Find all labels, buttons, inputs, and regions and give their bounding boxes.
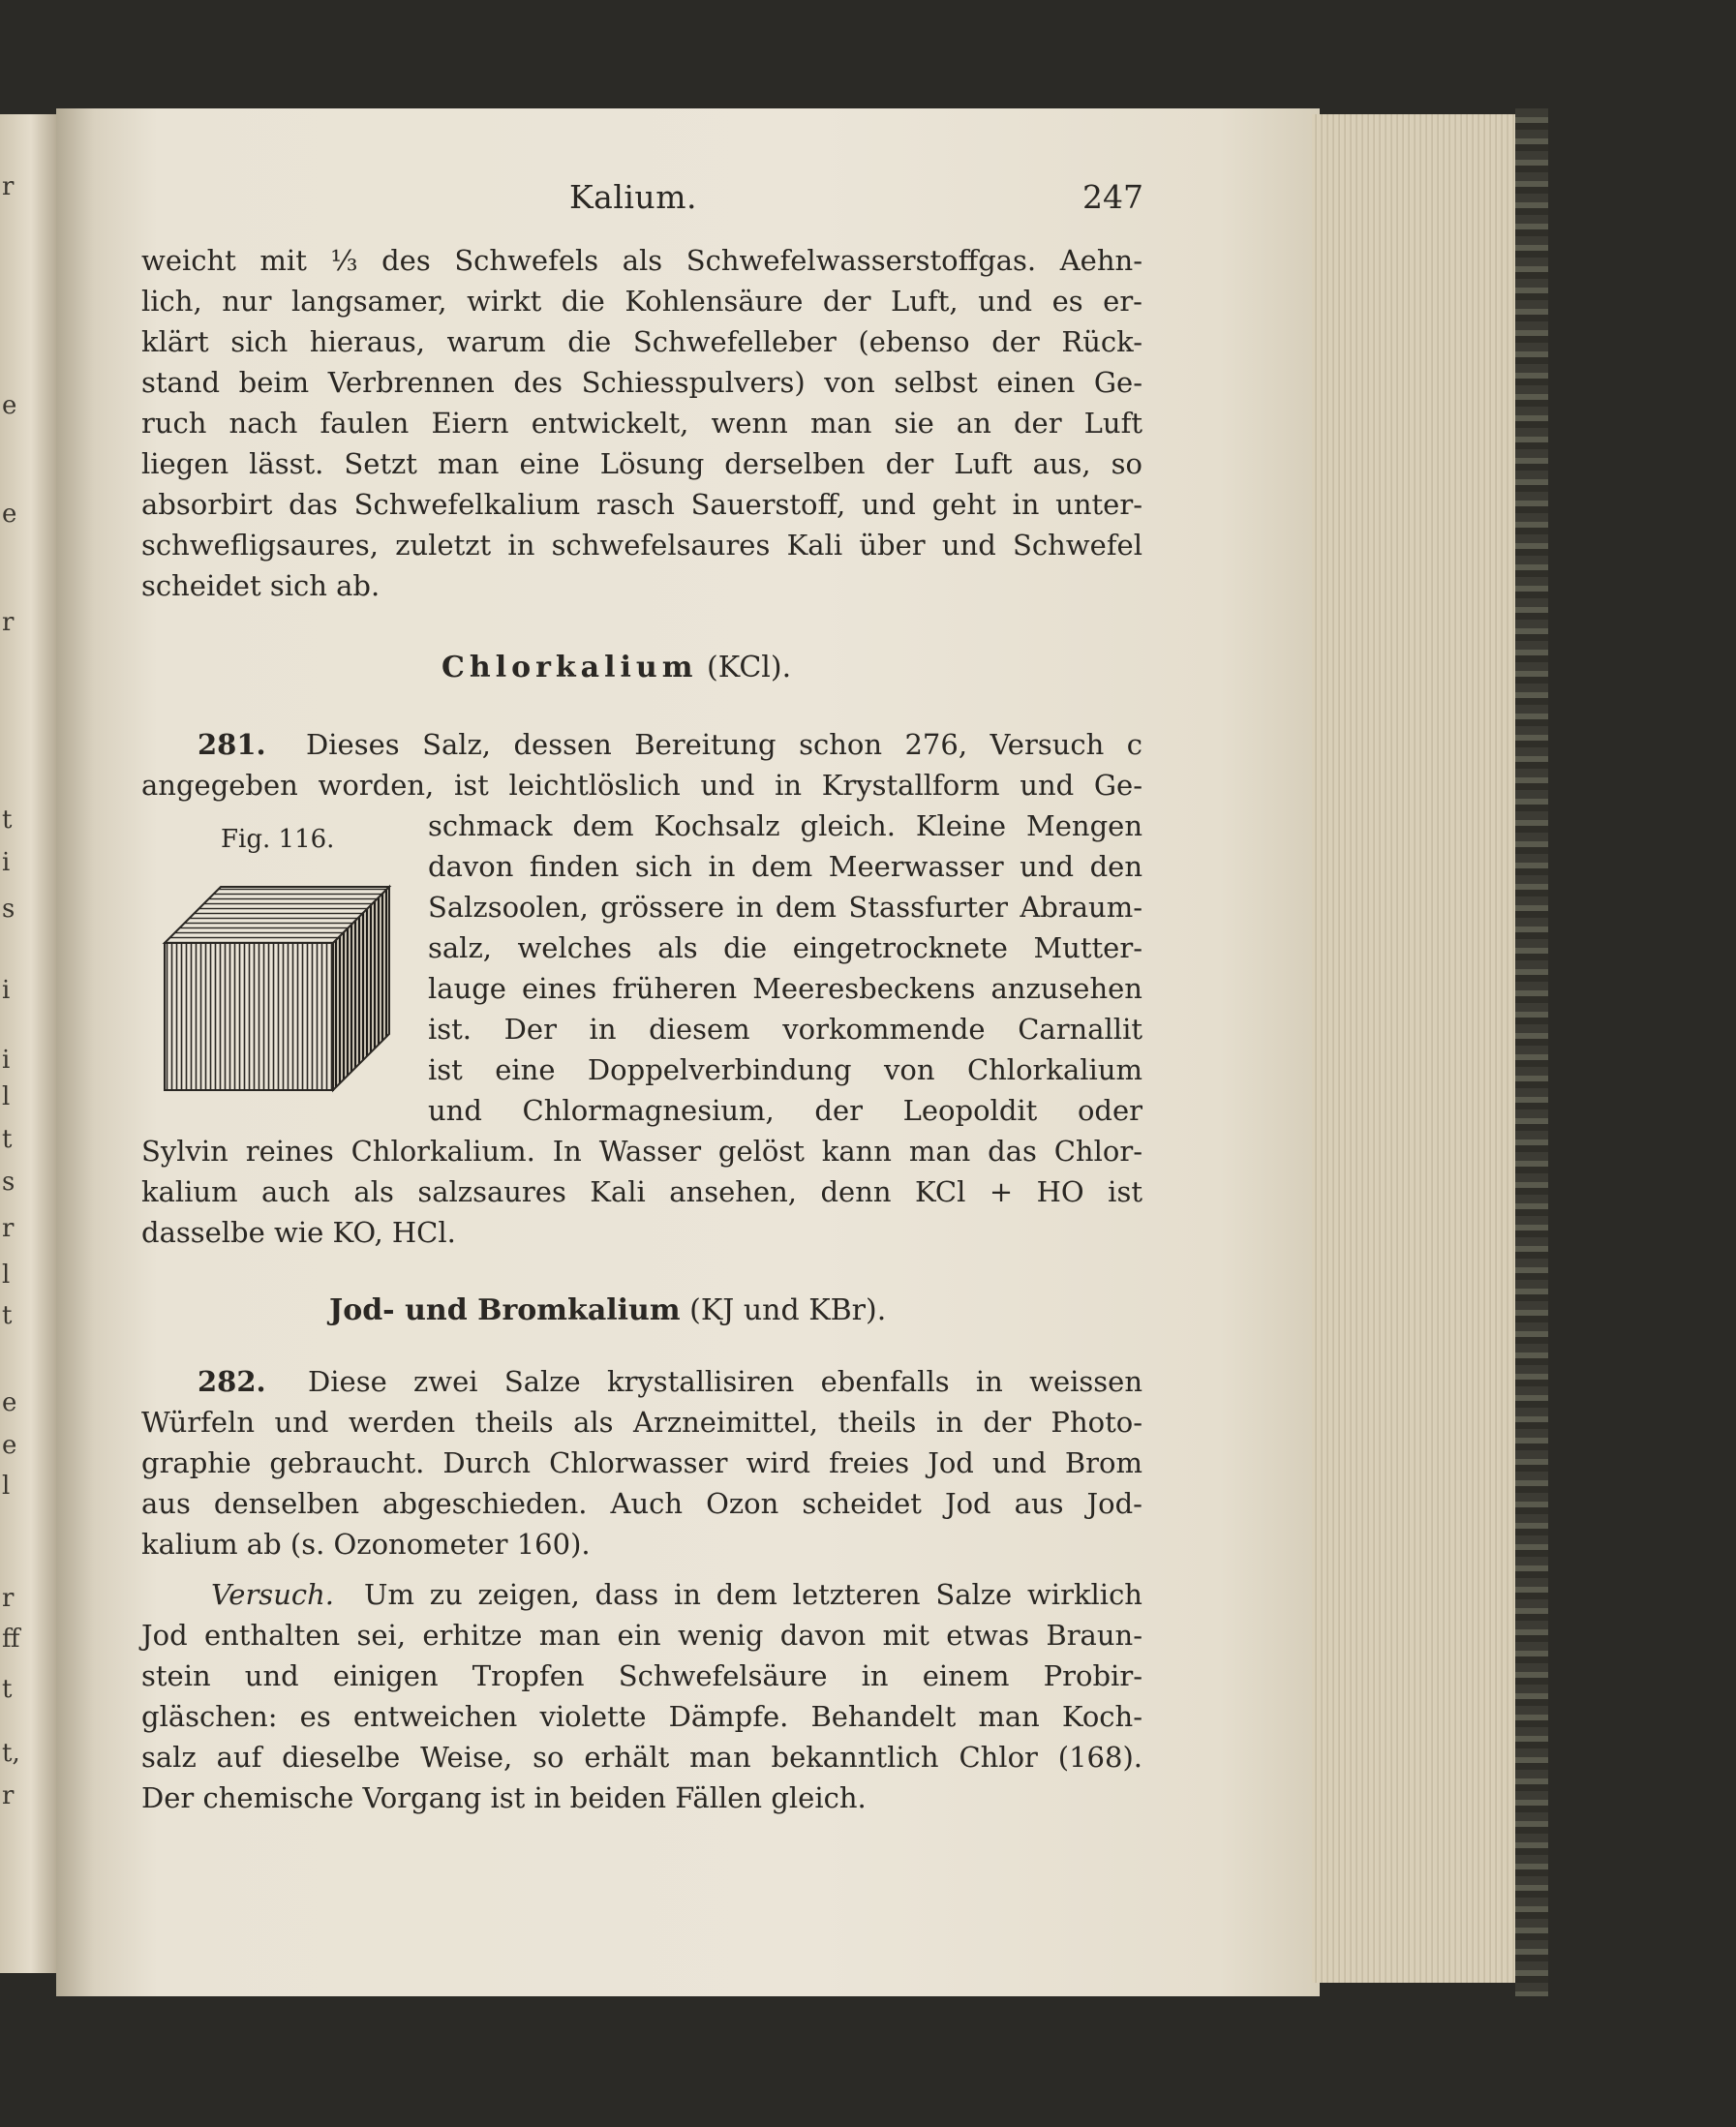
cube-figure — [161, 883, 393, 1094]
paragraph-number — [198, 1365, 266, 1398]
paragraph-number-282: 282. — [198, 1365, 266, 1398]
body-line: lauge eines früheren Meeresbeckens anzusehen — [428, 972, 1142, 1005]
body-line: kalium auch als salzsaures Kali ansehen, denn KCl + HO ist — [141, 1175, 1142, 1208]
margin-fragment: r — [2, 1781, 15, 1810]
margin-fragment: e — [2, 1431, 17, 1460]
margin-fragment: e — [2, 391, 17, 420]
body-line: Würfeln und werden theils als Arzneimittel, theils in der Photo- — [141, 1406, 1142, 1439]
body-line: stand beim Verbrennen des Schiesspulvers) von selbst einen Ge- — [141, 366, 1142, 399]
body-line: schwefligsaures, zuletzt in schwefelsaures Kali über und Schwefel — [141, 529, 1142, 562]
margin-fragment: l — [2, 1472, 11, 1501]
margin-fragment: t — [2, 805, 13, 835]
body-line: Salzsoolen, grössere in dem Stassfurter Abraum- — [428, 891, 1142, 924]
body-line: schmack dem Kochsalz gleich. Kleine Mengen — [428, 809, 1142, 842]
margin-fragment: r — [2, 1584, 15, 1613]
paragraph-number-281: 281. — [198, 728, 266, 761]
margin-fragment: s — [2, 1168, 15, 1197]
body-line: salz auf dieselbe Weise, so erhält man bekanntlich Chlor (168). — [141, 1741, 1142, 1774]
page-stack-edge — [1312, 114, 1515, 1983]
versuch-label-line — [211, 1578, 334, 1611]
left-page-edge — [0, 114, 56, 1973]
body-line: Sylvin reines Chlorkalium. In Wasser gelöst kann man das Chlor- — [141, 1135, 1142, 1168]
paragraph-number — [198, 728, 266, 761]
body-line: klärt sich hieraus, warum die Schwefelleber (ebenso der Rück- — [141, 325, 1142, 358]
margin-fragment: t — [2, 1125, 13, 1154]
body-line: Um zu zeigen, dass in dem letzteren Salze wirklich — [364, 1578, 1142, 1611]
margin-fragment: i — [2, 976, 11, 1005]
body-line: weicht mit ⅓ des Schwefels als Schwefelwasserstoffgas. Aehn- — [141, 244, 1142, 277]
book-cover-spine — [1515, 108, 1548, 1996]
margin-fragment: t, — [2, 1739, 20, 1768]
section-title: Chlorkalium — [442, 651, 698, 684]
body-line: und Chlormagnesium, der Leopoldit oder — [428, 1094, 1142, 1127]
body-line: kalium ab (s. Ozonometer 160). — [141, 1528, 591, 1561]
margin-fragment: e — [2, 500, 17, 529]
body-line: gläschen: es entweichen violette Dämpfe. Behandelt man Koch- — [141, 1700, 1142, 1733]
section-heading-chlorkalium — [442, 651, 791, 684]
body-line: aus denselben abgeschieden. Auch Ozon scheidet Jod aus Jod- — [141, 1487, 1142, 1520]
figure-label: Fig. 116. — [221, 825, 335, 854]
margin-fragment: r — [2, 1214, 15, 1243]
body-line: Dieses Salz, dessen Bereitung schon 276, Versuch c — [306, 728, 1142, 761]
body-line: ist eine Doppelverbindung von Chlorkalium — [428, 1053, 1142, 1086]
running-head: Kalium. — [569, 178, 697, 216]
cube-front-face — [165, 943, 333, 1090]
body-line: ruch nach faulen Eiern entwickelt, wenn man sie an der Luft — [141, 407, 1142, 440]
section-formula: (KJ und KBr). — [689, 1293, 887, 1327]
margin-fragment: t — [2, 1675, 13, 1704]
versuch-label: Versuch. — [211, 1578, 335, 1611]
margin-fragment: l — [2, 1082, 11, 1111]
margin-fragment: r — [2, 608, 15, 637]
body-line: Der chemische Vorgang ist in beiden Fällen gleich. — [141, 1781, 867, 1814]
page-number: 247 — [1082, 178, 1143, 216]
body-line: dasselbe wie KO, HCl. — [141, 1216, 456, 1249]
body-line: liegen lässt. Setzt man eine Lösung derselben der Luft aus, so — [141, 447, 1142, 480]
section-title: Jod- und Bromkalium — [329, 1293, 681, 1327]
body-line: lich, nur langsamer, wirkt die Kohlensäure der Luft, und es er- — [141, 285, 1142, 318]
margin-fragment: l — [2, 1261, 11, 1290]
body-line: scheidet sich ab. — [141, 569, 381, 602]
body-line: Diese zwei Salze krystallisiren ebenfalls in weissen — [308, 1365, 1142, 1398]
body-line: stein und einigen Tropfen Schwefelsäure in einem Probir- — [141, 1659, 1142, 1692]
margin-fragment: t — [2, 1301, 13, 1330]
margin-fragment: i — [2, 848, 11, 877]
body-line: davon finden sich in dem Meerwasser und den — [428, 850, 1142, 883]
body-line: ist. Der in diesem vorkommende Carnallit — [428, 1013, 1142, 1046]
section-formula: (KCl). — [707, 651, 792, 684]
margin-fragment: i — [2, 1046, 11, 1075]
body-line: angegeben worden, ist leichtlöslich und in Krystallform und Ge- — [141, 769, 1142, 802]
body-line: salz, welches als die eingetrocknete Mutter- — [428, 931, 1142, 964]
body-line: absorbirt das Schwefelkalium rasch Sauerstoff, und geht in unter- — [141, 488, 1142, 521]
margin-fragment: r — [2, 172, 15, 201]
margin-fragment: e — [2, 1388, 17, 1417]
body-line: graphie gebraucht. Durch Chlorwasser wird freies Jod und Brom — [141, 1446, 1142, 1479]
margin-fragment: s — [2, 895, 15, 924]
section-heading-jod-bromkalium — [329, 1293, 886, 1327]
body-line: Jod enthalten sei, erhitze man ein wenig davon mit etwas Braun- — [141, 1619, 1142, 1652]
margin-fragment: ff — [2, 1625, 20, 1654]
